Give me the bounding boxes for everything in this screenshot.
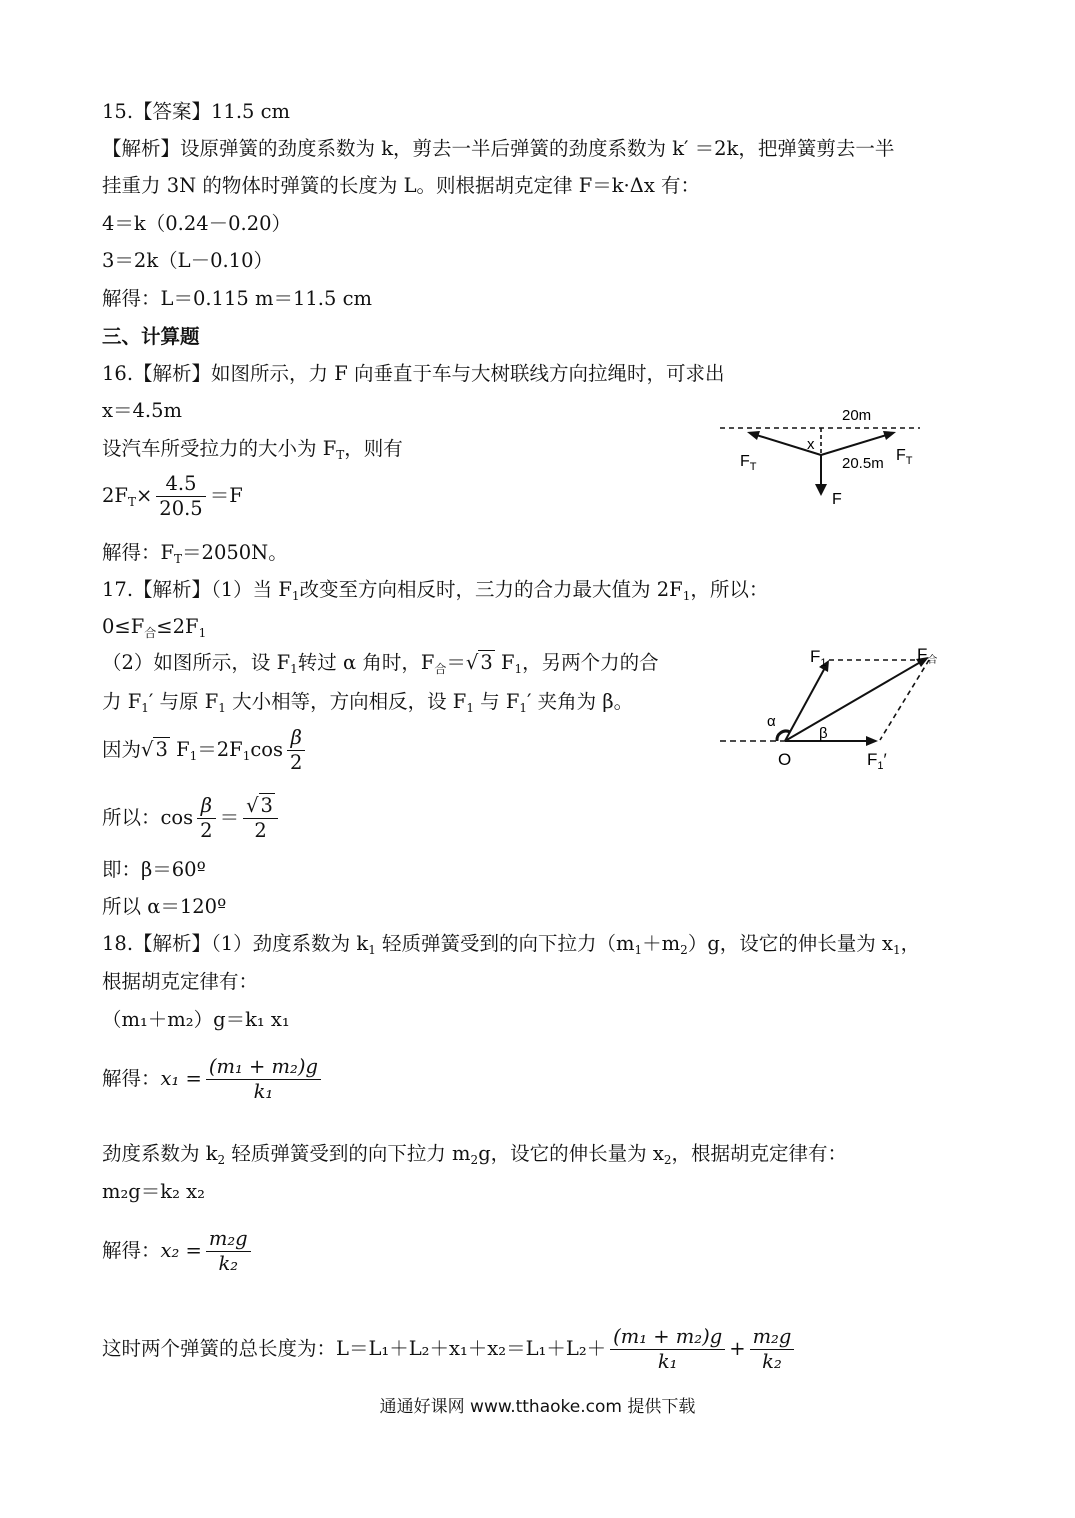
q17-range: $0\le F_合\le 2F_1$	[102, 615, 207, 640]
q17-label-f1-prime: $F_1'$	[867, 750, 887, 772]
section-heading: 三、计算题	[102, 325, 200, 348]
q15-solution: 解得：L＝0.115 m＝11.5 cm	[102, 287, 372, 310]
q17-label-resultant: F合	[917, 645, 938, 666]
q16-label-rope-length: 20.5m	[842, 455, 884, 472]
q18-solution-x1: 解得：x₁ = $\frac{\text{(m₁ + m₂)g}}{\text{k₁}}$	[102, 1055, 325, 1104]
q16-label-distance: 20m	[842, 407, 872, 424]
q16-equation: $2F_T\times$ $\frac{4.5}{20.5}$ ＝F	[102, 472, 243, 520]
q17-line4: 力 $F_1'$ 与原 $F_1$ 大小相等，方向相反，设 $F_1$ 与 $F_1'$ 夹角为 β。	[102, 690, 634, 715]
q18-line4: 劲度系数为 $k_2$ 轻质弹簧受到的向下拉力 $m_2g$，设它的伸长量为 $x_2$，根据胡克定律有：	[102, 1142, 848, 1167]
q16-label-ft-right: $F_T$	[896, 447, 913, 467]
q15-analysis-line2: 挂重力 3N 的物体时弹簧的长度为 L。则根据胡克定律 F＝k·Δx 有：	[102, 174, 701, 197]
q17-label-beta: β	[819, 725, 828, 742]
q17-label-origin: O	[778, 750, 792, 769]
q17-beta-fraction-2: $\frac{\beta}{2}$	[197, 794, 215, 843]
q17-line1: 17.【解析】（1）当 $F_1$改变至方向相反时，三力的合力最大值为 $2F_1$，所以：	[102, 578, 769, 603]
q18-solution-x2: 解得：x₂ = $\frac{\text{m₂g}}{\text{k₂}}$	[102, 1227, 255, 1276]
q17-force-parallelogram	[715, 640, 955, 775]
q16-label-x: x	[807, 436, 815, 453]
q18-x2-fraction: $\frac{\text{m₂g}}{\text{k₂}}$	[206, 1227, 251, 1276]
q18-total-fraction2: $\frac{\text{m₂g}}{\text{k₂}}$	[750, 1325, 795, 1374]
q17-beta-result: 即：β＝60º	[102, 858, 206, 881]
q17-beta-fraction: $\frac{\beta}{2}$	[287, 726, 305, 775]
q17-line3: （2）如图所示，设 $F_1$转过 α 角时，$F_合=√$ 3 $F_1$，另两个力的合	[102, 651, 659, 676]
q16-label-ft-left: $F_T$	[740, 453, 757, 473]
q17-alpha-result: 所以 α＝120º	[102, 895, 227, 918]
q18-line2: 根据胡克定律有：	[102, 970, 259, 993]
q16-line2: x＝4.5m	[102, 399, 182, 422]
q18-hooke-eq2: m₂g＝k₂ x₂	[102, 1180, 205, 1203]
q17-label-f1: $F_1$	[810, 647, 827, 669]
q16-line1: 16.【解析】如图所示，力 F 向垂直于车与大树联线方向拉绳时，可求出	[102, 362, 725, 385]
q17-label-alpha: α	[767, 713, 776, 730]
footer-watermark: 通通好课网 www.tthaoke.com 提供下载	[379, 1397, 696, 1417]
q17-line6: 所以：cos $\frac{\beta}{2}$ ＝ $\frac{√ 3}{2}$	[102, 794, 282, 843]
q18-hooke-eq1: （m₁＋m₂）g＝k₁ x₁	[102, 1008, 290, 1031]
q15-equation1: 4＝k（0.24－0.20）	[102, 212, 292, 235]
q15-answer: 15.【答案】11.5 cm	[102, 100, 291, 123]
q15-analysis-line1: 【解析】设原弹簧的劲度系数为 k，剪去一半后弹簧的劲度系数为 k′ ＝2k，把弹簧剪去一半	[102, 137, 895, 160]
q18-x1-fraction: $\frac{\text{(m₁ + m₂)g}}{\text{k₁}}$	[206, 1055, 321, 1104]
q16-label-f: F	[832, 491, 842, 508]
q16-rope-force-diagram	[710, 400, 950, 515]
q18-total-length: 这时两个弹簧的总长度为：L＝L₁＋L₂＋x₁＋x₂＝L₁＋L₂＋ $\frac{\text{(m₁ + m₂)g}}{\text{k₁}}$ + $\frac{\text{m₂g}}{\text{k₂}}$	[102, 1325, 798, 1374]
q17-root-fraction: $\frac{√ 3}{2}$	[243, 794, 278, 843]
q18-total-fraction1: $\frac{\text{(m₁ + m₂)g}}{\text{k₁}}$	[610, 1325, 725, 1374]
q16-line3: 设汽车所受拉力的大小为 $F_T$，则有	[102, 437, 403, 462]
q15-equation2: 3＝2k（L－0.10）	[102, 249, 273, 272]
q16-solution: 解得：$F_T=2050N$。	[102, 541, 288, 566]
q16-fraction: $\frac{4.5}{20.5}$	[156, 472, 205, 521]
q18-line1: 18.【解析】（1）劲度系数为 $k_1$ 轻质弹簧受到的向下拉力$(m_1+m_2)g$，设它的伸长量为 $x_1$，	[102, 932, 921, 957]
q17-line5: 因为√ 3 $F_1=2F_1\cos$ $\frac{\beta}{2}$	[102, 726, 309, 775]
